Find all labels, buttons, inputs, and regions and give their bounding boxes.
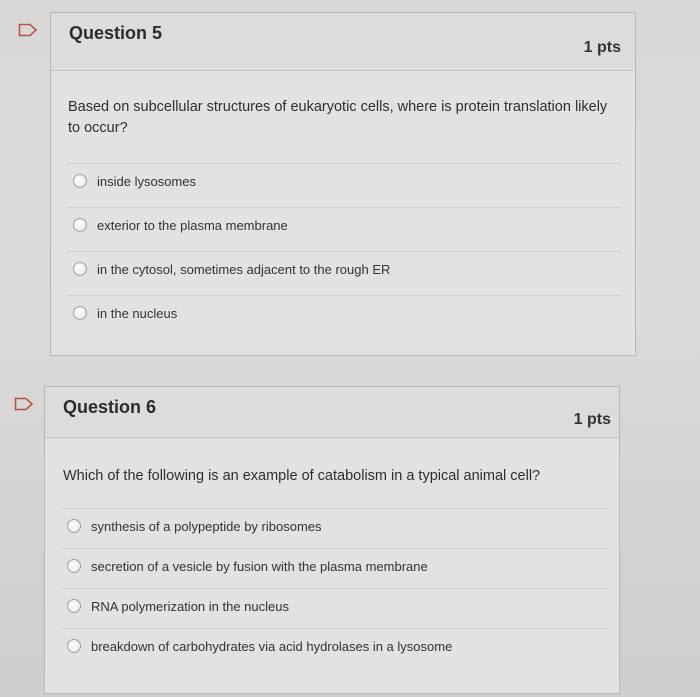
answer-label: exterior to the plasma membrane: [97, 217, 288, 233]
flag-question-5-icon[interactable]: [18, 23, 38, 37]
question-6-header: [45, 387, 619, 438]
question-5-answer-4[interactable]: [67, 295, 621, 330]
question-6-answer-2[interactable]: [61, 548, 607, 583]
radio-button[interactable]: [67, 559, 81, 573]
radio-button[interactable]: [73, 262, 87, 276]
radio-button[interactable]: [67, 639, 81, 653]
question-6-points: 1 pts: [573, 411, 611, 428]
question-6-answer-4[interactable]: [61, 628, 607, 663]
question-5-answer-3[interactable]: [67, 251, 621, 286]
question-6-answer-3[interactable]: [61, 588, 607, 623]
question-6-answer-1[interactable]: [61, 508, 607, 543]
question-5-title: Question 5: [69, 23, 163, 43]
question-6-text: Which of the following is an example of catabolism in a typical animal cell?: [63, 468, 541, 484]
question-5-points: 1 pts: [583, 39, 621, 56]
answer-label: breakdown of carbohydrates via acid hydrolases in a lysosome: [91, 638, 453, 654]
radio-button[interactable]: [73, 306, 87, 320]
answer-label: in the cytosol, sometimes adjacent to the rough ER: [97, 261, 391, 277]
question-6-title: Question 6: [63, 397, 157, 417]
question-5-answer-1[interactable]: [67, 163, 621, 198]
question-5-header: [51, 13, 635, 71]
question-5-text: Based on subcellular structures of eukaryotic cells, where is protein translation likely to occur?: [68, 99, 608, 136]
answer-label: secretion of a vesicle by fusion with the plasma membrane: [91, 558, 428, 574]
question-6: [44, 386, 620, 694]
flag-question-6-icon[interactable]: [14, 397, 34, 411]
answer-label: synthesis of a polypeptide by ribosomes: [91, 518, 322, 534]
question-5-body: [51, 71, 635, 355]
question-6-body: [45, 438, 619, 693]
radio-button[interactable]: [73, 218, 87, 232]
answer-label: in the nucleus: [97, 305, 178, 321]
question-5-answer-2[interactable]: [67, 207, 621, 242]
radio-button[interactable]: [67, 519, 81, 533]
question-5: [50, 12, 636, 356]
answer-label: RNA polymerization in the nucleus: [91, 598, 289, 614]
answer-label: inside lysosomes: [97, 173, 196, 189]
radio-button[interactable]: [73, 174, 87, 188]
radio-button[interactable]: [67, 599, 81, 613]
